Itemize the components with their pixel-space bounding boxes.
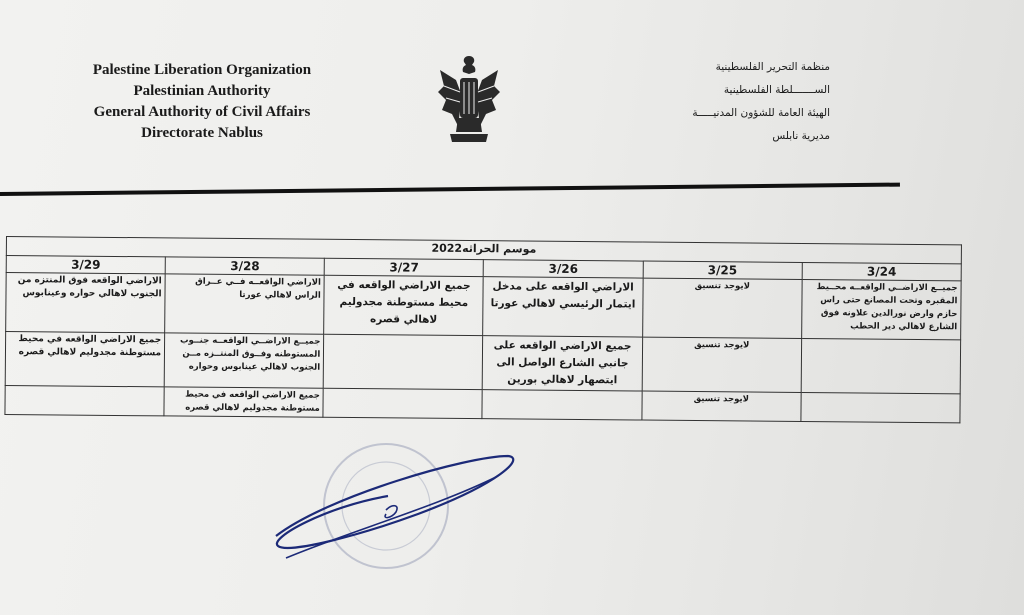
- table-cell: الاراضي الواقعه فوق المنتزه من الجنوب لاهالي حواره وعينابوس: [6, 273, 166, 333]
- civil-affairs-en: General Authority of Civil Affairs: [93, 104, 311, 120]
- table-cell: الاراضي الواقعــه فــي عــراق الراس لاهالي عورتا: [165, 274, 325, 334]
- org-name-en: Palestine Liberation Organization: [92, 62, 312, 78]
- table-cell: لايوجد تنسيق: [642, 337, 802, 392]
- table-cell: جميع الاراضي الواقعه في محيط مستوطنة مجدوليم لاهالي قصره: [5, 332, 165, 387]
- signature-stamp-icon: [268, 436, 528, 586]
- date-header: 3/24: [802, 262, 961, 280]
- table-cell: جميــع الاراضــي الواقعــه محــيط المقبره وتحت المصانع حتى راس حازم وارض نورالدين علاونه فوق الشارع لاهالي دير الحطب: [801, 279, 961, 339]
- table-cell: [801, 392, 960, 422]
- english-letterhead: [72, 60, 332, 144]
- season-title: موسم الحراثه2022: [6, 237, 961, 264]
- table-cell: جميع الاراضي الواقعه في محيط مستوطنة مجدوليم لاهالي قصره: [324, 275, 484, 335]
- table-cell: [801, 338, 961, 393]
- date-header: 3/28: [165, 257, 324, 275]
- eagle-emblem-icon: [436, 52, 502, 148]
- org-name-ar: منظمة التحرير الفلسطينية: [715, 61, 830, 73]
- date-header: 3/25: [643, 261, 802, 279]
- authority-name-ar: الســـــــلطة الفلسطينية: [723, 84, 830, 96]
- table-cell: جميع الاراضي الواقعه على جانبي الشارع الواصل الى ايتصهار لاهالي بورين: [483, 336, 643, 391]
- directorate-en: Directorate Nablus: [141, 125, 263, 141]
- table-cell: [323, 388, 482, 418]
- table-cell: [323, 334, 483, 389]
- schedule-table-wrapper: [4, 236, 962, 423]
- table-cell: [5, 385, 164, 415]
- table-cell: لايوجد تنسيق: [642, 391, 801, 421]
- table-cell: الاراضي الواقعه على مدخل ايتمار الرئيسي لاهالي عورتا: [483, 277, 643, 337]
- authority-name-en: Palestinian Authority: [133, 83, 271, 99]
- table-cell: لايوجد تنسيق: [642, 278, 802, 338]
- civil-affairs-ar: الهيئة العامة للشؤون المدنيـــــة: [692, 107, 830, 119]
- table-cell: جميــع الاراضــي الواقعــه جنــوب المستوطنه وفــوق المنتــزه مــن الجنوب لاهالي عينابوس وحواره: [164, 333, 324, 388]
- table-row: [5, 332, 960, 394]
- plowing-schedule-table: [4, 236, 962, 423]
- table-row: [6, 273, 961, 340]
- table-cell: جميع الاراضي الواقعه في محيط مستوطنة مجدوليم لاهالي قصره: [164, 387, 323, 417]
- arabic-letterhead: [630, 56, 830, 148]
- date-header: 3/29: [6, 256, 165, 274]
- header-divider: [0, 183, 900, 196]
- date-header: 3/26: [484, 260, 643, 278]
- date-header: 3/27: [324, 258, 483, 276]
- directorate-ar: مديرية نابلس: [772, 130, 830, 142]
- table-cell: [482, 390, 641, 420]
